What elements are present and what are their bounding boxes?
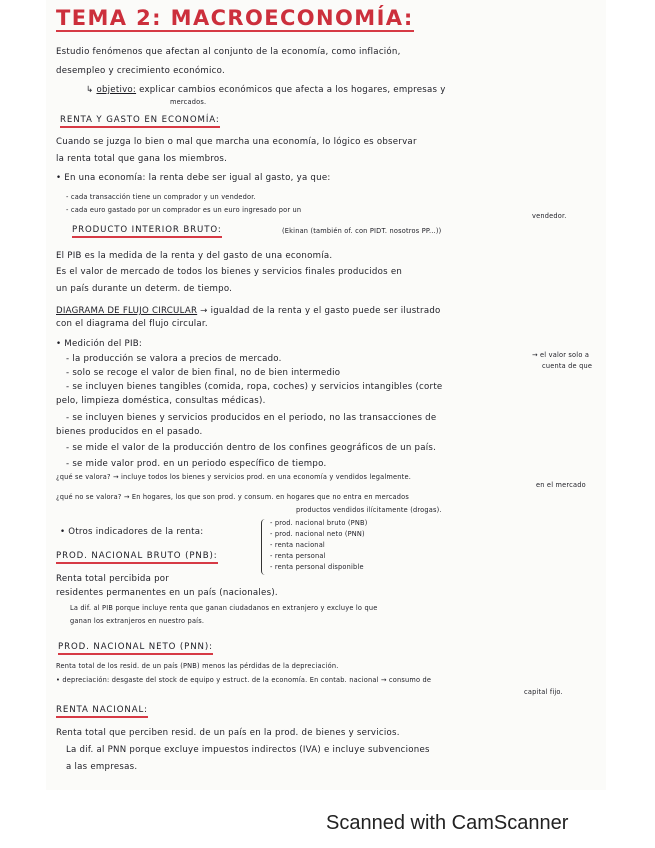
brace bbox=[261, 519, 269, 575]
medicion-heading: • Medición del PIB: bbox=[56, 339, 143, 349]
scanner-watermark: Scanned with CamScanner bbox=[326, 812, 569, 834]
question-line: ¿qué se valora? → incluye todos los bienes y servicios prod. en una economía y vendidos legalmente. bbox=[56, 473, 412, 481]
text-line: la renta total que gana los miembros. bbox=[56, 154, 228, 164]
section-heading-pnb: PROD. NACIONAL BRUTO (PNB): bbox=[56, 552, 218, 564]
pib-note: (Ekinan (también of. con PIDT. nosotros PP...)) bbox=[282, 227, 442, 235]
medicion-item: - se mide valor prod. en un periodo específico de tiempo. bbox=[66, 459, 327, 469]
text-line: ganan los extranjeros en nuestro país. bbox=[70, 617, 205, 625]
page-title: TEMA 2: MACROECONOMÍA: bbox=[56, 6, 414, 30]
text-line: Renta total percibida por bbox=[56, 574, 170, 584]
otros-label: • Otros indicadores de la renta: bbox=[60, 527, 204, 537]
medicion-item: - la producción se valora a precios de mercado. bbox=[66, 354, 282, 364]
question-note: en el mercado bbox=[536, 481, 586, 489]
text-line: La dif. al PIB porque incluye renta que ganan ciudadanos en extranjero y excluye lo que bbox=[70, 604, 378, 612]
text-line-cont: capital fijo. bbox=[524, 688, 563, 696]
indicator-item: - renta personal bbox=[270, 552, 326, 560]
objective-line: ↳ objetivo: explicar cambios económicos que afecta a los hogares, empresas y bbox=[86, 85, 446, 95]
bullet-line: - cada transacción tiene un comprador y un vendedor. bbox=[66, 193, 256, 201]
medicion-item: - se incluyen bienes tangibles (comida, ropa, coches) y servicios intangibles (corte bbox=[66, 382, 443, 392]
text-line: La dif. al PNN porque excluye impuestos indirectos (IVA) e incluye subvenciones bbox=[66, 745, 430, 755]
diagram-label: DIAGRAMA DE FLUJO CIRCULAR bbox=[56, 306, 198, 316]
section-heading-renta-gasto: RENTA Y GASTO EN ECONOMÍA: bbox=[60, 116, 220, 128]
indicator-item: - prod. nacional bruto (PNB) bbox=[270, 519, 368, 527]
indicator-item: - renta personal disponible bbox=[270, 563, 364, 571]
text-line: Renta total de los resid. de un país (PNB) menos las pérdidas de la depreciación. bbox=[56, 662, 339, 670]
text-line: Renta total que perciben resid. de un país en la prod. de bienes y servicios. bbox=[56, 728, 400, 738]
medicion-item-cont: pelo, limpieza doméstica, consultas médicas). bbox=[56, 396, 266, 406]
diagram-line bbox=[56, 307, 441, 316]
bullet-line-cont: vendedor. bbox=[532, 212, 567, 220]
medicion-note: → el valor solo a bbox=[532, 351, 590, 359]
intro-line: desempleo y crecimiento económico. bbox=[56, 66, 225, 76]
indicator-item: - renta nacional bbox=[270, 541, 325, 549]
medicion-note: cuenta de que bbox=[542, 362, 593, 370]
section-heading-pnn: PROD. NACIONAL NETO (PNN): bbox=[58, 643, 213, 655]
text-line: El PIB es la medida de la renta y del gasto de una economía. bbox=[56, 251, 333, 261]
objective-text: explicar cambios económicos que afecta a los hogares, empresas y bbox=[139, 85, 446, 95]
text-line: Cuando se juzga lo bien o mal que marcha una economía, lo lógico es observar bbox=[56, 137, 417, 147]
text-line: • En una economía: la renta debe ser igual al gasto, ya que: bbox=[56, 173, 331, 183]
medicion-item: - se incluyen bienes y servicios producidos en el periodo, no las transacciones de bbox=[66, 413, 437, 423]
question-line: ¿qué no se valora? → En hogares, los que son prod. y consum. en hogares que no entra en mercados bbox=[56, 493, 410, 501]
question-line-cont: productos vendidos ilícitamente (drogas). bbox=[296, 506, 442, 514]
medicion-item: - se mide el valor de la producción dentro de los confines geográficos de un país. bbox=[66, 443, 437, 453]
medicion-item-cont: bienes producidos en el pasado. bbox=[56, 427, 203, 437]
bullet-line: - cada euro gastado por un comprador es un euro ingresado por un bbox=[66, 206, 302, 214]
text-line: un país durante un determ. de tiempo. bbox=[56, 284, 233, 294]
diagram-text: → igualdad de la renta y el gasto puede ser ilustrado bbox=[200, 306, 441, 316]
text-line: a las empresas. bbox=[66, 762, 138, 772]
section-heading-pib: PRODUCTO INTERIOR BRUTO: bbox=[72, 226, 222, 238]
text-line: con el diagrama del flujo circular. bbox=[56, 319, 208, 329]
scanned-page bbox=[46, 0, 606, 790]
text-line: • depreciación: desgaste del stock de equipo y estruct. de la economía. En contab. nacional → consumo de bbox=[56, 676, 432, 684]
text-line: residentes permanentes en un país (nacionales). bbox=[56, 588, 278, 598]
text-line: Es el valor de mercado de todos los bienes y servicios finales producidos en bbox=[56, 267, 403, 277]
indicator-item: - prod. nacional neto (PNN) bbox=[270, 530, 365, 538]
intro-line: Estudio fenómenos que afectan al conjunto de la economía, como inflación, bbox=[56, 47, 401, 57]
medicion-item: - solo se recoge el valor de bien final, no de bien intermedio bbox=[66, 368, 341, 378]
objective-text-cont: mercados. bbox=[170, 98, 207, 106]
section-heading-renta-nacional: RENTA NACIONAL: bbox=[56, 706, 148, 718]
objective-label: objetivo: bbox=[96, 85, 137, 95]
